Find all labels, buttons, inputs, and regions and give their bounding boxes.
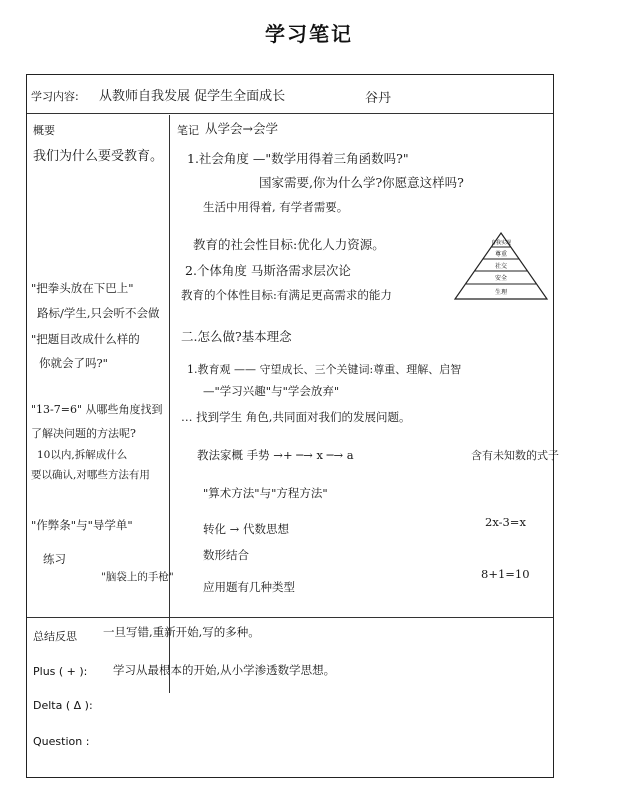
notes-form xyxy=(26,74,559,778)
notes-line: 数形结合 xyxy=(203,548,249,562)
notes-line: 1.教育观 —— 守望成长、三个关键词:尊重、理解、启智 xyxy=(187,363,462,376)
side-note: 8+1=10 xyxy=(481,567,530,581)
notes-line: 教育的个体性目标:有满足更高需求的能力 xyxy=(181,288,392,302)
plus-label: Plus ( + ): xyxy=(33,665,88,678)
notes-line: 教法家概 手势 →+ ─→ x ─→ a xyxy=(197,448,354,462)
pyramid-tier-label: 社交 xyxy=(494,263,508,270)
content-label: 学习内容: xyxy=(31,90,79,103)
summary-item: 要以确认,对哪些方法有用 xyxy=(31,469,150,481)
content-text: 从教师自我发展 促学生全面成长 xyxy=(99,89,286,104)
maslow-pyramid-sketch xyxy=(453,231,549,301)
notes-line: 1.社会角度 —"数学用得着三角函数吗?" xyxy=(187,151,409,166)
summary-item: 10以内,拆解成什么 xyxy=(37,449,128,461)
pyramid-tier-label: 安全 xyxy=(494,275,508,282)
summary-item: "把题目改成什么样的 xyxy=(31,332,140,346)
question-label: Question : xyxy=(33,735,90,748)
summary-item: 你就会了吗?" xyxy=(39,356,108,370)
plus-text: 学习从最根本的开始,从小学渗透数学思想。 xyxy=(113,663,336,677)
summary-item: 路标/学生,只会听不会做 xyxy=(37,306,160,320)
summary-item: 练习 xyxy=(43,552,66,566)
summary-item: "把拳头放在下巴上" xyxy=(31,281,134,295)
summary-item: "脑袋上的手枪" xyxy=(101,571,174,583)
delta-label: Delta ( Δ ): xyxy=(33,699,93,712)
page-title: 学习笔记 xyxy=(265,22,353,46)
reflection-divider xyxy=(27,617,553,618)
notes-line: 2.个体角度 马斯洛需求层次论 xyxy=(185,263,351,278)
notes-line: 教育的社会性目标:优化人力资源。 xyxy=(193,237,385,252)
author-name: 谷丹 xyxy=(365,91,392,106)
notes-line: 二.怎么做?基本理念 xyxy=(181,329,292,344)
summary-item: "作弊条"与"导学单" xyxy=(31,518,133,532)
reflection-label: 总结反思 xyxy=(33,630,77,643)
notes-line: "算术方法"与"方程方法" xyxy=(203,486,328,500)
notes-line: 转化 → 代数思想 xyxy=(203,522,289,536)
notes-heading: 从学会→会学 xyxy=(205,121,278,136)
notes-label: 笔记 xyxy=(177,124,199,137)
summary-item: 了解决问题的方法呢? xyxy=(31,427,136,440)
side-note: 2x-3=x xyxy=(485,515,526,529)
summary-item: "13-7=6" 从哪些角度找到 xyxy=(31,403,163,416)
notes-line: … 找到学生 角色,共同面对我们的发展问题。 xyxy=(181,410,411,424)
summary-item: 我们为什么要受教育。 xyxy=(33,149,164,164)
reflection-text: 一旦写错,重新开始,写的多种。 xyxy=(103,625,260,639)
pyramid-tier-label: 生理 xyxy=(494,289,508,296)
notes-line: 应用题有几种类型 xyxy=(203,580,295,594)
header-divider xyxy=(27,113,553,114)
summary-label: 概要 xyxy=(33,124,55,137)
notes-line: 国家需要,你为什么学?你愿意这样吗? xyxy=(259,175,464,190)
column-divider xyxy=(169,115,170,693)
pyramid-tier-label: 自我实现 xyxy=(490,240,512,246)
side-note: 含有未知数的式子 xyxy=(471,449,559,462)
pyramid-tier-label: 尊重 xyxy=(494,251,508,258)
notes-line: 生活中用得着, 有学者需要。 xyxy=(203,200,349,214)
notes-line: —"学习兴趣"与"学会放弃" xyxy=(203,384,340,398)
